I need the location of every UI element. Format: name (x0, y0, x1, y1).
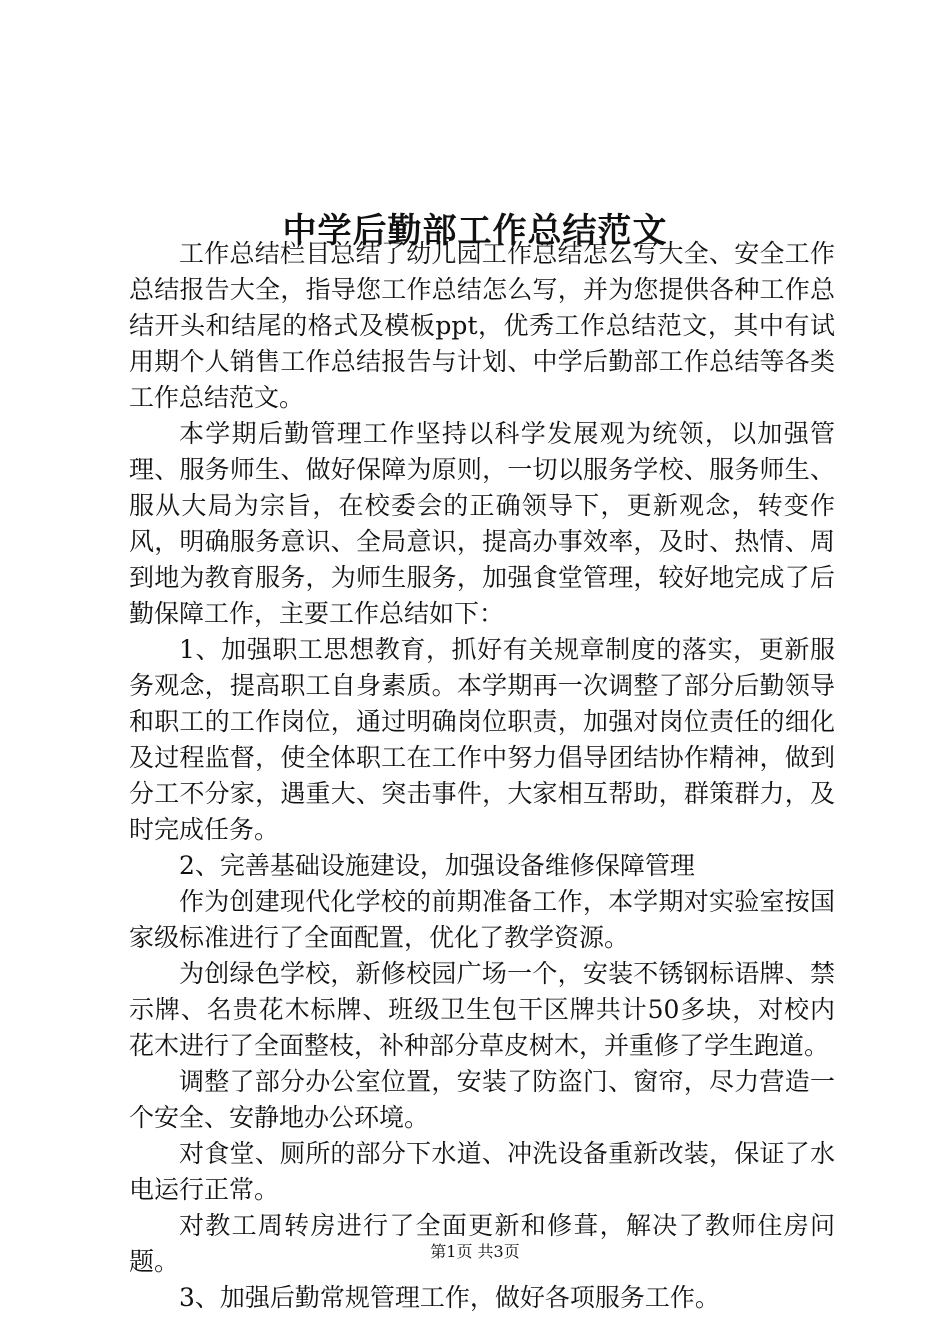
paragraph-overview: 本学期后勤管理工作坚持以科学发展观为统领，以加强管理、服务师生、做好保障为原则，一切以服务学校、服务师生、服从大局为宗旨，在校委会的正确领导下，更新观念，转变作风，明确服务意识、全局意识，提高办事效率，及时、热情、周到地为教育服务，为师生服务，加强食堂管理，较好地完成了后勤保障工作，主要工作总结如下： (129, 419, 835, 628)
page-number-footer: 第1页 共3页 (430, 1242, 520, 1261)
paragraph-staff-housing: 对教工周转房进行了全面更新和修葺，解决了教师住房问题。 (129, 1211, 835, 1276)
paragraph-green-school: 为创绿色学校，新修校园广场一个，安装不锈钢标语牌、禁示牌、名贵花木标牌、班级卫生包干区牌共计50多块，对校内花木进行了全面整枝，补种部分草皮树木，并重修了学生跑道。 (129, 959, 835, 1060)
paragraph-item-3-heading: 3、加强后勤常规管理工作，做好各项服务工作。 (179, 1283, 720, 1312)
paragraph-item-1: 1、加强职工思想教育，抓好有关规章制度的落实，更新服务观念，提高职工自身素质。本学期再一次调整了部分后勤领导和职工的工作岗位，通过明确岗位职责，加强对岗位责任的细化及过程监督，使全体职工在工作中努力倡导团结协作精神，做到分工不分家，遇重大、突击事件，大家相互帮助，群策群力，及时完成任务。 (129, 635, 835, 844)
paragraph-water-electric: 对食堂、厕所的部分下水道、冲洗设备重新改装，保证了水电运行正常。 (129, 1139, 835, 1204)
page-title: 中学后勤部工作总结范文 (282, 210, 668, 251)
paragraph-lab-equipment: 作为创建现代化学校的前期准备工作，本学期对实验室按国家级标准进行了全面配置，优化了教学资源。 (129, 887, 835, 952)
paragraph-intro: 工作总结栏目总结了幼儿园工作总结怎么写大全、安全工作总结报告大全，指导您工作总结怎么写，并为您提供各种工作总结开头和结尾的格式及模板ppt，优秀工作总结范文，其中有试用期个人销售工作总结报告与计划、中学后勤部工作总结等各类工作总结范文。 (129, 239, 835, 412)
document-body (129, 236, 835, 1316)
paragraph-item-2-heading: 2、完善基础设施建设，加强设备维修保障管理 (179, 851, 695, 880)
paragraph-office-adjustment: 调整了部分办公室位置，安装了防盗门、窗帘，尽力营造一个安全、安静地办公环境。 (129, 1067, 835, 1132)
